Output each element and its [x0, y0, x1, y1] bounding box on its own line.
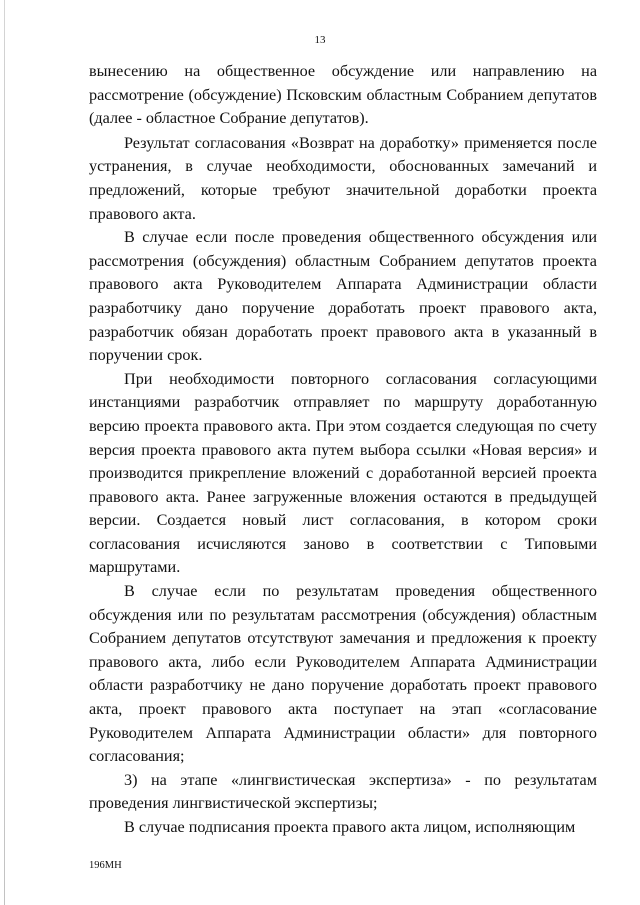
document-body [89, 60, 597, 840]
paragraph: В случае подписания проекта правого акта лицом, исполняющим [124, 818, 576, 836]
paragraph: 3) на этапе «лингвистическая экспертиза» - по результатам проведения лингвистической экспертизы; [89, 770, 597, 813]
paragraph: В случае если по результатам проведения общественного обсуждения или по результатам рассмотрения (обсуждения) областным Собранием депутатов отсутствуют замечания и предложения к проекту правового акта, либо если Руководителем Аппарата Администрации области разработчику не дано поручение доработать проект правового акта, проект правового акта поступает на этап «согласование Руководителем Аппарата Администрации области» для повторного согласования; [89, 582, 597, 766]
scan-edge [4, 0, 5, 905]
page-number: 13 [314, 34, 326, 46]
paragraph: Результат согласования «Возврат на доработку» применяется после устранения, в случае необходимости, обоснованных замечаний и предложений, которые требуют значительной доработки проекта правового акта. [89, 133, 597, 223]
paragraph: В случае если после проведения общественного обсуждения или рассмотрения (обсуждения) областным Собранием депутатов проекта правового акта Руководителем Аппарата Администрации области разработчику дано поручение доработать проект правового акта, разработчик обязан доработать проект правового акта в указанный в поручении срок. [89, 228, 597, 365]
paragraph: При необходимости повторного согласования согласующими инстанциями разработчик отправляет по маршруту доработанную версию проекта правового акта. При этом создается следующая по счету версия проекта правового акта путем выбора ссылки «Новая версия» и производится прикрепление вложений с доработанной версией проекта правового акта. Ранее загруженные вложения остаются в предыдущей версии. Создается новый лист согласования, в котором сроки согласования исчисляются заново в соответствии с Типовыми маршрутами. [89, 369, 597, 577]
paragraph-continuation: вынесению на общественное обсуждение или направлению на рассмотрение (обсуждение) Псковским областным Собранием депутатов (далее - областное Собрание депутатов). [89, 62, 597, 128]
document-code: 196МН [89, 860, 122, 871]
